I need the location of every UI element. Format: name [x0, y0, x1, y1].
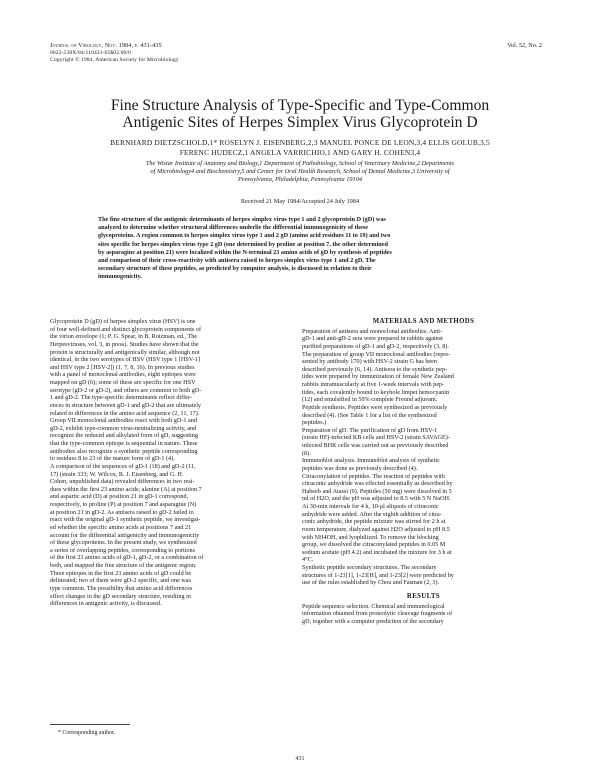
text-line: sodium acetate (pH 4.2) and incubated the mixture for 3 h at [302, 548, 452, 556]
text-line: The preparation of group VII monoclonal antibodies (repre- [302, 350, 451, 358]
volume-label: Vol. 52, No. 2 [507, 42, 542, 49]
text-line: Synthetic peptide secondary structures. The secondary [302, 564, 437, 571]
methods-heading: MATERIALS AND METHODS [372, 318, 475, 325]
text-line: use of the rules established by Chou and Fasman (2, 3). [302, 579, 440, 587]
text-line: Group VII monoclonal antibodies react with both gD-1 and [50, 417, 197, 425]
text-line: and aspartic acid (D) at position 21 in gD-1 correspond, [50, 493, 189, 501]
text-line: Herpesviruses, vol. 3, in press). Studies have shown that the [50, 340, 199, 348]
text-line: identical, in the two serotypes of HSV (HSV type 1 [HSV-1] [50, 356, 200, 364]
footnote-divider [50, 724, 130, 725]
text-line: Immunoblot analysis. Immunoblot analysis of synthetic [302, 457, 440, 465]
text-line: delineated; two of them were gD-2 specific, and one was [50, 577, 191, 585]
text-line: 4°C. [302, 556, 314, 564]
text-line: and HSV type 2 [HSV-2]) (1, 7, 8, 16). In previous studies [50, 363, 195, 371]
text-line: citraconic anhydride was effected essentially as described by [302, 480, 453, 488]
text-line: rabbits intramuscularly at five 1-week intervals with pep- [302, 381, 445, 388]
abstract-line: The fine structure of the antigenic determinants of herpes simplex virus type 1 and 2 glycoprotein D (gD) was [98, 216, 386, 223]
text-line: with a panel of monoclonal antibodies, eight epitopes were [50, 371, 196, 379]
affiliations [44, 160, 556, 184]
text-line: of these glycoproteins. In the present study, we synthesized [50, 539, 197, 547]
text-line: serotype (gD-2 or gD-2), and others are common to both gD- [50, 386, 202, 394]
text-line: information obtained from proteolytic cleavage fragments of [302, 610, 453, 618]
text-line: react with the original gD-1 synthetic peptide, we investigat- [50, 516, 201, 524]
author-line: FERENC HUDECZ,1 ANGELA VARRICHIO,1 AND GARY H. COHEN3,4 [179, 147, 421, 157]
text-line: account for the differential antigenicity and immunogenicity [50, 531, 200, 539]
received-date: Received 21 May 1984/Accepted 24 July 1984 [240, 198, 360, 205]
text-line: Habeeb and Atassi (9). Peptides (50 mg) were dissolved in 5 [302, 487, 452, 495]
abstract-line: glycoproteins. A region common to herpes simplex virus type 1 and 2 gD (amino acid residues 11 to 19) and two [98, 232, 391, 240]
text-line: dues within the first 23 amino acids; alanine (A) at position 7 [50, 485, 202, 493]
text-line: effect changes in the gD secondary structure, resulting in [50, 592, 191, 600]
text-line: gD, together with a computer prediction of the secondary [302, 617, 444, 625]
text-line: recognize the reduced and alkylated form of gD, suggesting [50, 432, 198, 440]
text-line: of four well-defined and distinct glycoprotein components of [50, 325, 202, 333]
abstract [98, 216, 504, 282]
text-line: with NH4OH, and lyophilized. To remove the blocking [302, 533, 439, 541]
text-line: At 30-min intervals for 4 h, 10-μl aliquots of citraconic [302, 503, 439, 510]
title-line: Fine Structure Analysis of Type-Specific and Type-Common [110, 97, 490, 114]
text-line: group, we dissolved the citraconylated peptides in 0.05 M [302, 541, 446, 549]
page-number: 431 [295, 756, 305, 762]
text-line: 1 and gD-2. The type-specific determinants reflect differ- [50, 394, 192, 402]
text-line: related to differences in the amino acid sequence (2, 11, 17). [50, 409, 200, 417]
text-line: both, and mapped the fine structure of the antigenic region. [50, 562, 197, 569]
text-line: differences in antigenic activity, is discussed. [50, 600, 162, 608]
results-text [302, 603, 545, 626]
text-line: Preparation of antisera and monoclonal antibodies. Anti- [302, 327, 443, 335]
text-line: a series of overlapping peptides, corresponding to portions [50, 546, 196, 554]
issn-line: 0022-538X/84/110431-05$02.00/0 [50, 49, 131, 56]
text-line: at position 21 in gD-2. As antisera raised to gD-2 failed to [50, 508, 194, 516]
text-line: peptides.) [302, 419, 327, 427]
text-line: room temperature, dialyzed against H2O adjusted to pH 8.5 [302, 525, 450, 533]
abstract-line: and comparison of their cross-reactivity with antisera raised to herpes simplex virus type 1 and 2 gD. The [98, 257, 376, 265]
corresponding-author-footnote: * Corresponding author. [58, 730, 116, 736]
text-line: the virion envelope (1; P. G. Spear, in B. Roizman, ed., The [50, 333, 198, 341]
copyright-line: Copyright © 1984, American Society for Microbiology [50, 57, 179, 64]
text-line: infected BHK cells was carried out as previously described [302, 442, 449, 449]
text-line: respectively, to proline (P) at position 7 and asparagine (N) [50, 501, 197, 508]
results-heading: RESULTS [406, 592, 441, 600]
text-line: gD-2, exhibit type-common virus-neutralizing activity, and [50, 424, 197, 432]
text-line: (12) and emulsified in 50% complete Freund adjuvant. [302, 396, 438, 404]
journal-header [50, 42, 179, 65]
abstract-line: sites specific for herpes simplex virus type 2 gD (one determined by proline at position 7, the other determined [98, 240, 388, 248]
affiliation-line: The Wistar Institute of Anatomy and Biology,1 Department of Pathobiology, School of Veterinary Medicine,2 Departments [145, 160, 455, 167]
text-line: peptides was done as previously described (4). [302, 464, 418, 472]
text-line: (strain HF)-infected KB cells and HSV-2 (strain SAVAGE)- [302, 434, 450, 442]
text-line: that the type-common epitope is sequential in nature. These [50, 440, 198, 447]
text-line: gD-1 and anti-gD-2 sera were prepared in rabbits against [302, 335, 443, 343]
text-line: Three epitopes in the first 23 amino acids of gD could be [50, 569, 192, 577]
text-line: Preparation of gD. The purification of gD from HSV-1 [302, 426, 438, 434]
text-line: to residues 8 to 23 of the mature form of gD-1 (4). [50, 455, 175, 463]
abstract-line: secondary structure of these peptides, as predicted by computer analysis, is discussed in relation to their [98, 265, 372, 273]
text-line: mapped on gD (6); some of these are specific for one HSV [50, 379, 196, 386]
text-line: ed whether the specific amino acids at positions 7 and 21 [50, 523, 192, 531]
text-line: Citraconylation of peptides. The reaction of peptides with [302, 472, 445, 480]
text-line: tides were prepared by immunization of female New Zealand [302, 373, 454, 381]
text-line: Cohen, unpublished data) revealed differences in two resi- [50, 478, 195, 486]
text-line: sented by antibody 170) with HSV-2 strain G has been [302, 358, 438, 366]
affiliation-line: Pennsylvania, Philadelphia, Pennsylvania 19104 [238, 176, 362, 183]
article-title [40, 97, 560, 131]
text-line: described previously (6, 14). Antisera to the synthetic pep- [302, 365, 448, 373]
text-line: structures of 1-23[1], 1-23[H], and 1-23[2] were predicted by [302, 571, 454, 579]
text-line: Peptide sequence selection. Chemical and immunological [302, 602, 445, 610]
text-line: A comparison of the sequences of gD-1 (18) and gD-2 (11, [50, 462, 196, 470]
abstract-line: analyzed to determine whether structural differences underlie the differential immunogenicity of these [98, 224, 368, 232]
introduction-column [50, 318, 293, 608]
text-line: of the first 23 amino acids of gD-1, gD-2, or a combination of [50, 554, 204, 562]
methods-column [302, 318, 545, 625]
text-line: Glycoprotein D (gD) of herpes simplex virus (HSV) is one [50, 318, 196, 325]
text-line: Peptide synthesis. Peptides were synthesized as previously [302, 403, 448, 411]
title-line: Antigenic Sites of Herpes Simplex Virus Glycoprotein D [122, 114, 478, 131]
text-line: tides, each covalently bound to keyhole limpet hemocyanin [302, 388, 450, 396]
author-list [40, 138, 560, 157]
text-line: (8). [302, 449, 311, 457]
text-line: anhydride were added. After the eighth addition of citra- [302, 510, 442, 518]
text-line: type common. The possibility that amino acid differences [50, 584, 193, 592]
author-line: BERNHARD DIETZSCHOLD,1* ROSELYN J. EISENBERG,2,3 MANUEL PONCE DE LEON,3,4 ELLIS GOLUB,3,5 [110, 138, 490, 147]
abstract-line: by asparagine at position 21) were localized within the N-terminal 23 amino acids of gD by synthesis of peptides [98, 248, 392, 256]
text-line: 17) (strain 333; W. Wilcox, R. J. Eisenberg, and G. H. [50, 470, 184, 478]
text-line: conic anhydride, the peptide mixture was stirred for 2 h at [302, 518, 446, 526]
methods-text [302, 328, 545, 587]
text-line: antibodies also recognize a synthetic peptide corresponding [50, 447, 198, 455]
text-line: ences in structure between gD-1 and gD-2 that are ultimately [50, 401, 202, 409]
text-line: described (4). (See Table 1 for a list of the synthesized [302, 411, 437, 419]
journal-citation: Journal of Virology, Nov. 1984, p. 431-435 [50, 42, 162, 49]
text-line: protein is structurally and antigenically similar, although not [50, 348, 200, 356]
text-line: purified preparations of gD-1 and gD-2, respectively (3, 8). [302, 342, 449, 350]
affiliation-line: of Microbiology4 and Biochemistry,5 and Center for Oral Health Research, School of Dental Medicine,3 University of [150, 168, 450, 175]
abstract-line: immunogenicity. [98, 273, 142, 281]
text-line: ml of H2O, and the pH was adjusted to 8.5 with 5 N NaOH. [302, 495, 451, 503]
